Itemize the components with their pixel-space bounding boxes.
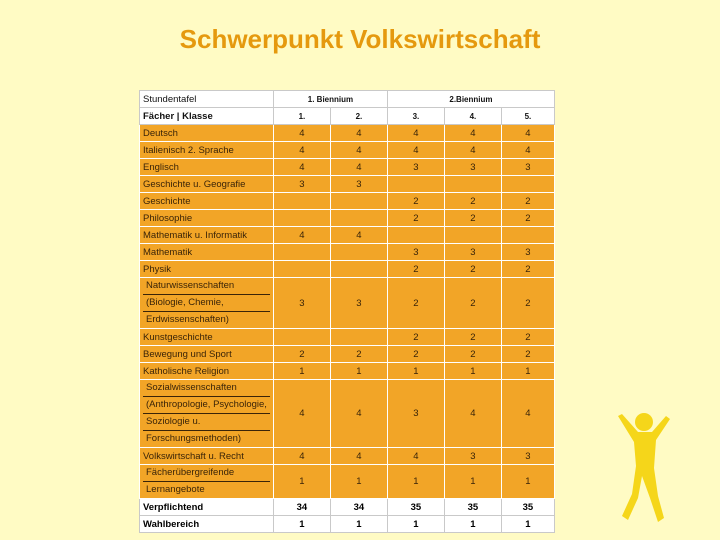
hours-cell: 1 <box>444 465 501 499</box>
hours-cell <box>330 210 387 227</box>
subject-name: Physik <box>140 261 274 278</box>
subject-name <box>140 465 274 499</box>
subject-name: Mathematik u. Informatik <box>140 227 274 244</box>
hours-cell: 1 <box>387 363 444 380</box>
timetable-body <box>140 91 555 533</box>
hours-cell: 3 <box>330 176 387 193</box>
subject-name: Geschichte u. Geografie <box>140 176 274 193</box>
subject-row <box>140 159 555 176</box>
hours-cell: 3 <box>387 380 444 448</box>
subject-name-line: (Biologie, Chemie, <box>143 295 270 312</box>
hours-cell: 3 <box>501 244 554 261</box>
subject-row <box>140 278 555 329</box>
subject-name: Katholische Religion <box>140 363 274 380</box>
hours-cell: 1 <box>273 465 330 499</box>
hours-cell: 2 <box>330 346 387 363</box>
hours-cell: 4 <box>444 142 501 159</box>
hours-cell: 4 <box>273 159 330 176</box>
header-label-faecher: Fächer | Klasse <box>140 108 274 125</box>
hours-cell: 2 <box>501 210 554 227</box>
subject-name: Englisch <box>140 159 274 176</box>
hours-cell: 3 <box>501 159 554 176</box>
subject-name-line: Naturwissenschaften <box>143 278 270 295</box>
hours-cell <box>330 261 387 278</box>
total-cell: 1 <box>273 516 330 533</box>
hours-cell: 4 <box>273 448 330 465</box>
subject-name: Mathematik <box>140 244 274 261</box>
hours-cell: 1 <box>501 363 554 380</box>
subject-name-line: Fächerübergreifende <box>143 465 270 482</box>
subject-name: Philosophie <box>140 210 274 227</box>
hours-cell: 4 <box>330 227 387 244</box>
total-cell: 34 <box>273 499 330 516</box>
hours-cell: 2 <box>387 278 444 329</box>
subject-row <box>140 363 555 380</box>
hours-cell: 4 <box>501 125 554 142</box>
subject-row <box>140 176 555 193</box>
hours-cell: 4 <box>330 380 387 448</box>
hours-cell <box>501 227 554 244</box>
hours-cell <box>273 193 330 210</box>
total-cell: 34 <box>330 499 387 516</box>
hours-cell: 4 <box>501 380 554 448</box>
hours-cell: 4 <box>501 142 554 159</box>
subject-row <box>140 244 555 261</box>
subject-row <box>140 142 555 159</box>
subject-name-line: (Anthropologie, Psychologie, <box>143 397 270 414</box>
subject-name <box>140 380 274 448</box>
subject-name: Deutsch <box>140 125 274 142</box>
hours-cell: 4 <box>387 125 444 142</box>
subject-row <box>140 465 555 499</box>
hours-cell: 3 <box>273 278 330 329</box>
hours-cell: 2 <box>444 329 501 346</box>
hours-cell: 4 <box>330 142 387 159</box>
hours-cell: 1 <box>330 465 387 499</box>
hours-cell <box>330 244 387 261</box>
header-class: 2. <box>330 108 387 125</box>
hours-cell: 4 <box>330 448 387 465</box>
hours-cell: 4 <box>273 380 330 448</box>
hours-cell: 3 <box>501 448 554 465</box>
total-label: Verpflichtend <box>140 499 274 516</box>
hours-cell: 3 <box>387 244 444 261</box>
hours-cell: 2 <box>444 278 501 329</box>
hours-cell: 3 <box>444 244 501 261</box>
hours-cell <box>273 329 330 346</box>
hours-cell: 2 <box>387 346 444 363</box>
hours-cell: 4 <box>444 380 501 448</box>
subject-name: Kunstgeschichte <box>140 329 274 346</box>
subject-row <box>140 380 555 448</box>
subject-row <box>140 193 555 210</box>
hours-cell: 4 <box>444 125 501 142</box>
subject-name-line: Sozialwissenschaften <box>143 380 270 397</box>
header-group-2: 2.Biennium <box>387 91 554 108</box>
subject-name: Geschichte <box>140 193 274 210</box>
hours-cell: 2 <box>387 261 444 278</box>
hours-cell: 2 <box>444 346 501 363</box>
hours-cell: 4 <box>330 159 387 176</box>
hours-cell <box>444 176 501 193</box>
hours-cell <box>387 227 444 244</box>
hours-cell: 2 <box>444 193 501 210</box>
hours-cell: 2 <box>501 261 554 278</box>
hours-cell: 4 <box>330 125 387 142</box>
hours-cell: 4 <box>387 448 444 465</box>
hours-cell <box>273 244 330 261</box>
total-cell: 1 <box>444 516 501 533</box>
header-label-stundentafel: Stundentafel <box>140 91 274 108</box>
hours-cell: 1 <box>444 363 501 380</box>
subject-row <box>140 346 555 363</box>
hours-cell: 4 <box>273 125 330 142</box>
hours-cell: 2 <box>444 210 501 227</box>
subject-name-line: Lernangebote <box>146 484 205 495</box>
hours-cell: 2 <box>387 210 444 227</box>
total-row <box>140 499 555 516</box>
total-cell: 35 <box>387 499 444 516</box>
hours-cell: 2 <box>501 193 554 210</box>
subject-name-line: Erdwissenschaften) <box>146 314 229 325</box>
header-class: 4. <box>444 108 501 125</box>
total-cell: 35 <box>444 499 501 516</box>
hours-cell <box>501 176 554 193</box>
subject-row <box>140 448 555 465</box>
hours-cell: 2 <box>387 193 444 210</box>
subject-row <box>140 261 555 278</box>
hours-cell: 3 <box>273 176 330 193</box>
hours-cell: 2 <box>444 261 501 278</box>
header-row-groups <box>140 91 555 108</box>
subject-row <box>140 227 555 244</box>
hours-cell <box>330 329 387 346</box>
hours-cell <box>444 227 501 244</box>
hours-cell: 3 <box>387 159 444 176</box>
hours-cell: 2 <box>501 278 554 329</box>
header-group-1: 1. Biennium <box>273 91 387 108</box>
subject-row <box>140 210 555 227</box>
hours-cell: 3 <box>330 278 387 329</box>
hours-cell: 1 <box>501 465 554 499</box>
header-class: 3. <box>387 108 444 125</box>
page-title: Schwerpunkt Volkswirtschaft <box>179 24 541 54</box>
subject-name-line: Soziologie u. <box>143 414 270 431</box>
hours-cell: 1 <box>330 363 387 380</box>
subject-row <box>140 329 555 346</box>
jumping-person-icon <box>612 410 674 526</box>
subject-name: Bewegung und Sport <box>140 346 274 363</box>
subject-name <box>140 278 274 329</box>
subject-name: Volkswirtschaft u. Recht <box>140 448 274 465</box>
hours-cell: 2 <box>387 329 444 346</box>
total-cell: 1 <box>501 516 554 533</box>
hours-cell <box>387 176 444 193</box>
subject-row <box>140 125 555 142</box>
hours-cell <box>273 210 330 227</box>
hours-cell: 4 <box>273 227 330 244</box>
total-cell: 35 <box>501 499 554 516</box>
hours-cell: 2 <box>501 329 554 346</box>
timetable <box>139 90 555 533</box>
hours-cell: 3 <box>444 448 501 465</box>
hours-cell: 1 <box>273 363 330 380</box>
header-class: 1. <box>273 108 330 125</box>
header-class: 5. <box>501 108 554 125</box>
hours-cell <box>273 261 330 278</box>
total-label: Wahlbereich <box>140 516 274 533</box>
hours-cell <box>330 193 387 210</box>
hours-cell: 1 <box>387 465 444 499</box>
header-row-classes <box>140 108 555 125</box>
hours-cell: 3 <box>444 159 501 176</box>
hours-cell: 2 <box>501 346 554 363</box>
total-cell: 1 <box>330 516 387 533</box>
subject-name-line: Forschungsmethoden) <box>146 433 242 444</box>
hours-cell: 4 <box>387 142 444 159</box>
total-row <box>140 516 555 533</box>
hours-cell: 4 <box>273 142 330 159</box>
hours-cell: 2 <box>273 346 330 363</box>
total-cell: 1 <box>387 516 444 533</box>
subject-name: Italienisch 2. Sprache <box>140 142 274 159</box>
